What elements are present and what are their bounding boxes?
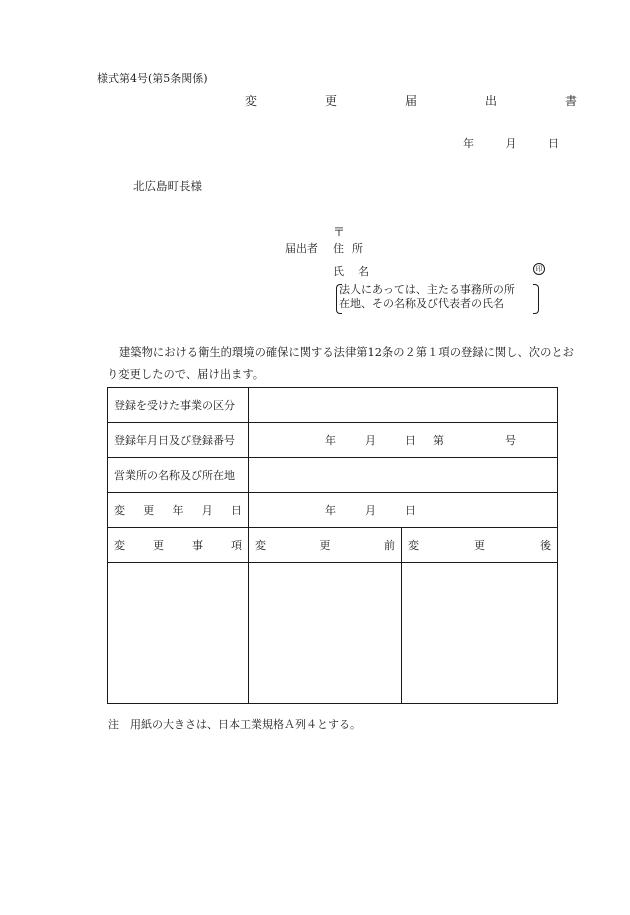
column-before: 変更前 <box>249 528 402 563</box>
corp-note-line1: 法人にあっては、主たる事務所の所 <box>339 283 515 296</box>
column-item: 変更事項 <box>108 528 249 563</box>
change-item-cell[interactable] <box>108 563 249 704</box>
date-year: 年 <box>463 137 474 150</box>
submission-date <box>463 135 559 151</box>
change-date-field[interactable] <box>249 493 558 528</box>
reg-month: 月 <box>365 434 376 447</box>
registration-label: 登録年月日及び登録番号 <box>108 423 249 458</box>
registration-field[interactable] <box>249 423 558 458</box>
footnote: 注 用紙の大きさは、日本工業規格Ａ列４とする。 <box>108 718 361 731</box>
postal-mark: 〒 <box>333 225 346 239</box>
form-number: 様式第4号(第5条関係) <box>97 72 208 85</box>
change-form-table <box>107 387 558 704</box>
date-month: 月 <box>505 137 517 150</box>
table-row <box>108 493 558 528</box>
table-row <box>108 423 558 458</box>
business-category-label: 登録を受けた事業の区分 <box>108 388 249 423</box>
notifier-label: 届出者 <box>285 242 318 255</box>
change-year: 年 <box>325 504 336 517</box>
table-row <box>108 458 558 493</box>
business-category-field[interactable] <box>249 388 558 423</box>
address-label: 住所 <box>333 242 371 255</box>
document-title: 変 更 届 出 書 <box>245 94 606 108</box>
date-day: 日 <box>548 137 559 150</box>
change-date-label: 変更年月日 <box>108 493 249 528</box>
corporation-note <box>339 283 535 311</box>
change-month: 月 <box>365 504 376 517</box>
before-cell[interactable] <box>249 563 402 704</box>
office-field[interactable] <box>249 458 558 493</box>
reg-year: 年 <box>325 434 336 447</box>
after-cell[interactable] <box>402 563 558 704</box>
bracket-right <box>533 284 539 314</box>
body-text: 建築物における衛生的環境の確保に関する法律第12条の２第１項の登録に関し、次のとおり変更したので、届け出ます。 <box>107 346 574 381</box>
column-after: 変更後 <box>402 528 558 563</box>
reg-day: 日 <box>405 434 416 447</box>
table-row <box>108 563 558 704</box>
reg-no-prefix: 第 <box>433 434 444 447</box>
seal-icon: 印 <box>533 263 545 275</box>
addressee: 北広島町長様 <box>133 179 202 193</box>
change-day: 日 <box>405 504 416 517</box>
table-row <box>108 388 558 423</box>
office-label: 営業所の名称及び所在地 <box>108 458 249 493</box>
name-label: 氏名 <box>333 265 383 278</box>
corp-note-line2: 在地、その名称及び代表者の氏名 <box>339 297 504 310</box>
table-header-row <box>108 528 558 563</box>
reg-no-suffix: 号 <box>505 434 516 447</box>
